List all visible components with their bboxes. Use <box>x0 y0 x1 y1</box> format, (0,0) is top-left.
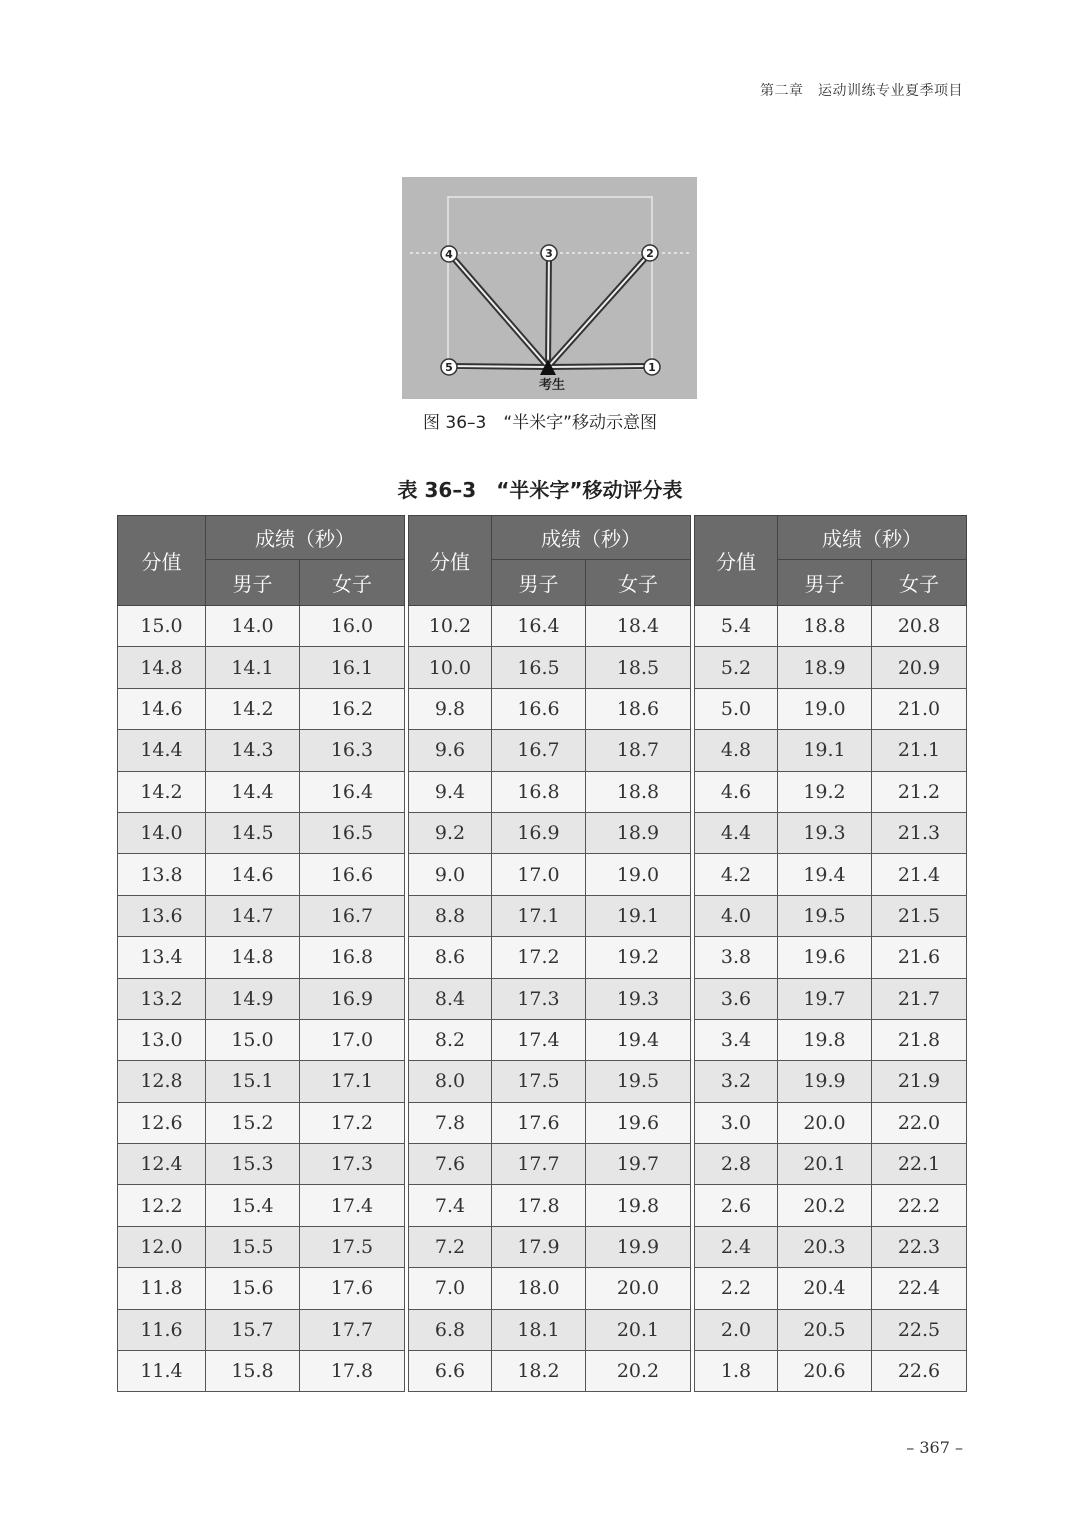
cell-score: 3.4 <box>695 1019 778 1060</box>
cell-score: 8.6 <box>409 937 492 978</box>
table-row <box>409 812 691 853</box>
cell-score: 3.8 <box>695 937 778 978</box>
cell-score: 7.8 <box>409 1102 492 1143</box>
cell-score: 14.8 <box>118 647 206 688</box>
cell-score: 7.4 <box>409 1185 492 1226</box>
cell-male-time: 16.9 <box>492 812 586 853</box>
table-row <box>695 1185 967 1226</box>
cell-male-time: 19.3 <box>778 812 872 853</box>
cell-male-time: 17.1 <box>492 895 586 936</box>
table-row <box>118 895 405 936</box>
cell-male-time: 15.8 <box>206 1351 300 1392</box>
table-row <box>695 1351 967 1392</box>
cell-score: 13.2 <box>118 978 206 1019</box>
cell-male-time: 20.1 <box>778 1144 872 1185</box>
header-score: 分值 <box>118 516 206 606</box>
cell-female-time: 16.3 <box>300 730 405 771</box>
table-row <box>118 1226 405 1267</box>
cell-female-time: 20.9 <box>872 647 967 688</box>
cell-male-time: 17.9 <box>492 1226 586 1267</box>
cell-female-time: 18.5 <box>586 647 691 688</box>
score-table-3 <box>694 515 967 1392</box>
cell-male-time: 17.7 <box>492 1144 586 1185</box>
cell-score: 7.0 <box>409 1268 492 1309</box>
cell-score: 4.4 <box>695 812 778 853</box>
table-row <box>409 606 691 647</box>
cell-female-time: 19.2 <box>586 937 691 978</box>
table-row <box>695 812 967 853</box>
cell-score: 4.2 <box>695 854 778 895</box>
cell-female-time: 22.1 <box>872 1144 967 1185</box>
table-row <box>118 730 405 771</box>
cell-male-time: 15.5 <box>206 1226 300 1267</box>
cell-female-time: 17.7 <box>300 1309 405 1350</box>
table-row <box>409 937 691 978</box>
table-row <box>118 606 405 647</box>
header-female: 女子 <box>872 560 967 606</box>
cell-score: 10.2 <box>409 606 492 647</box>
cell-male-time: 17.2 <box>492 937 586 978</box>
score-table-2 <box>408 515 691 1392</box>
table-row <box>118 1102 405 1143</box>
cell-male-time: 16.8 <box>492 771 586 812</box>
cell-female-time: 16.8 <box>300 937 405 978</box>
cell-male-time: 18.0 <box>492 1268 586 1309</box>
table-row <box>409 978 691 1019</box>
cell-male-time: 14.5 <box>206 812 300 853</box>
svg-text:2: 2 <box>646 247 654 260</box>
cell-male-time: 20.4 <box>778 1268 872 1309</box>
marker-2 <box>642 245 658 261</box>
cell-score: 11.6 <box>118 1309 206 1350</box>
cell-score: 3.2 <box>695 1061 778 1102</box>
movement-diagram <box>402 177 697 399</box>
cell-female-time: 16.6 <box>300 854 405 895</box>
cell-score: 1.8 <box>695 1351 778 1392</box>
cell-score: 11.4 <box>118 1351 206 1392</box>
cell-female-time: 19.6 <box>586 1102 691 1143</box>
cell-score: 3.0 <box>695 1102 778 1143</box>
cell-score: 5.4 <box>695 606 778 647</box>
cell-score: 2.8 <box>695 1144 778 1185</box>
cell-male-time: 14.1 <box>206 647 300 688</box>
cell-male-time: 14.3 <box>206 730 300 771</box>
cell-female-time: 20.8 <box>872 606 967 647</box>
start-label: 考生 <box>538 378 566 393</box>
table-row <box>409 647 691 688</box>
cell-female-time: 16.9 <box>300 978 405 1019</box>
header-result: 成绩（秒） <box>206 516 405 560</box>
cell-female-time: 19.0 <box>586 854 691 895</box>
cell-score: 6.6 <box>409 1351 492 1392</box>
cell-female-time: 21.1 <box>872 730 967 771</box>
marker-4 <box>441 246 457 262</box>
header-female: 女子 <box>300 560 405 606</box>
table-row <box>118 1144 405 1185</box>
cell-female-time: 22.4 <box>872 1268 967 1309</box>
cell-female-time: 20.0 <box>586 1268 691 1309</box>
cell-female-time: 19.5 <box>586 1061 691 1102</box>
table-row <box>695 854 967 895</box>
table-row <box>695 1061 967 1102</box>
cell-score: 12.4 <box>118 1144 206 1185</box>
table-row <box>695 937 967 978</box>
cell-score: 14.2 <box>118 771 206 812</box>
cell-male-time: 20.2 <box>778 1185 872 1226</box>
table-row <box>409 1268 691 1309</box>
cell-male-time: 20.0 <box>778 1102 872 1143</box>
cell-female-time: 21.5 <box>872 895 967 936</box>
table-row <box>118 647 405 688</box>
cell-score: 5.0 <box>695 688 778 729</box>
header-result: 成绩（秒） <box>778 516 967 560</box>
header-male: 男子 <box>778 560 872 606</box>
cell-female-time: 17.1 <box>300 1061 405 1102</box>
table-row <box>695 895 967 936</box>
cell-female-time: 16.0 <box>300 606 405 647</box>
svg-text:4: 4 <box>445 248 453 261</box>
table-row <box>409 1102 691 1143</box>
table-row <box>695 730 967 771</box>
cell-female-time: 20.2 <box>586 1351 691 1392</box>
cell-male-time: 14.2 <box>206 688 300 729</box>
cell-female-time: 19.3 <box>586 978 691 1019</box>
cell-score: 7.6 <box>409 1144 492 1185</box>
cell-score: 6.8 <box>409 1309 492 1350</box>
cell-male-time: 19.4 <box>778 854 872 895</box>
cell-male-time: 18.8 <box>778 606 872 647</box>
cell-score: 2.0 <box>695 1309 778 1350</box>
cell-male-time: 19.6 <box>778 937 872 978</box>
cell-female-time: 21.4 <box>872 854 967 895</box>
svg-text:5: 5 <box>445 361 453 374</box>
table-row <box>409 1185 691 1226</box>
cell-female-time: 19.9 <box>586 1226 691 1267</box>
table-row <box>409 854 691 895</box>
table-row <box>409 1019 691 1060</box>
cell-score: 12.0 <box>118 1226 206 1267</box>
cell-score: 10.0 <box>409 647 492 688</box>
cell-score: 8.0 <box>409 1061 492 1102</box>
cell-male-time: 15.2 <box>206 1102 300 1143</box>
cell-female-time: 17.3 <box>300 1144 405 1185</box>
cell-score: 11.8 <box>118 1268 206 1309</box>
table-row <box>695 771 967 812</box>
cell-female-time: 21.9 <box>872 1061 967 1102</box>
cell-male-time: 15.0 <box>206 1019 300 1060</box>
cell-female-time: 16.5 <box>300 812 405 853</box>
table-row <box>118 688 405 729</box>
table-row <box>118 1351 405 1392</box>
marker-1 <box>644 359 660 375</box>
cell-male-time: 15.7 <box>206 1309 300 1350</box>
cell-female-time: 17.0 <box>300 1019 405 1060</box>
cell-score: 13.6 <box>118 895 206 936</box>
cell-male-time: 17.6 <box>492 1102 586 1143</box>
cell-score: 15.0 <box>118 606 206 647</box>
cell-score: 4.8 <box>695 730 778 771</box>
table-row <box>118 1309 405 1350</box>
cell-score: 13.4 <box>118 937 206 978</box>
table-row <box>409 1309 691 1350</box>
table-row <box>118 854 405 895</box>
cell-female-time: 17.6 <box>300 1268 405 1309</box>
table-row <box>409 730 691 771</box>
header-male: 男子 <box>206 560 300 606</box>
cell-male-time: 15.6 <box>206 1268 300 1309</box>
header-female: 女子 <box>586 560 691 606</box>
table-row <box>118 978 405 1019</box>
cell-male-time: 19.2 <box>778 771 872 812</box>
svg-text:1: 1 <box>648 361 656 374</box>
running-head: 第二章 运动训练专业夏季项目 <box>760 83 963 99</box>
table-row <box>409 688 691 729</box>
table-title: 表 36–3 “半米字”移动评分表 <box>397 478 683 502</box>
cell-female-time: 22.3 <box>872 1226 967 1267</box>
cell-male-time: 15.3 <box>206 1144 300 1185</box>
cell-male-time: 18.1 <box>492 1309 586 1350</box>
cell-female-time: 21.0 <box>872 688 967 729</box>
movement-diagram-svg <box>402 177 697 399</box>
cell-female-time: 22.2 <box>872 1185 967 1226</box>
table-row <box>118 812 405 853</box>
cell-male-time: 14.4 <box>206 771 300 812</box>
cell-female-time: 17.2 <box>300 1102 405 1143</box>
cell-score: 2.2 <box>695 1268 778 1309</box>
cell-female-time: 18.6 <box>586 688 691 729</box>
cell-score: 7.2 <box>409 1226 492 1267</box>
cell-score: 13.8 <box>118 854 206 895</box>
table-row <box>409 1144 691 1185</box>
cell-score: 4.6 <box>695 771 778 812</box>
table-row <box>409 1226 691 1267</box>
table-row <box>695 1309 967 1350</box>
table-row <box>695 978 967 1019</box>
cell-male-time: 16.6 <box>492 688 586 729</box>
cell-female-time: 19.4 <box>586 1019 691 1060</box>
cell-female-time: 19.7 <box>586 1144 691 1185</box>
cell-male-time: 19.8 <box>778 1019 872 1060</box>
cell-score: 9.0 <box>409 854 492 895</box>
cell-male-time: 19.1 <box>778 730 872 771</box>
cell-score: 4.0 <box>695 895 778 936</box>
cell-female-time: 19.8 <box>586 1185 691 1226</box>
cell-male-time: 18.2 <box>492 1351 586 1392</box>
cell-male-time: 18.9 <box>778 647 872 688</box>
cell-score: 2.4 <box>695 1226 778 1267</box>
cell-male-time: 14.6 <box>206 854 300 895</box>
header-score: 分值 <box>409 516 492 606</box>
table-row <box>409 771 691 812</box>
table-row <box>118 1268 405 1309</box>
cell-male-time: 17.8 <box>492 1185 586 1226</box>
cell-male-time: 17.3 <box>492 978 586 1019</box>
cell-male-time: 19.7 <box>778 978 872 1019</box>
cell-female-time: 20.1 <box>586 1309 691 1350</box>
cell-score: 12.2 <box>118 1185 206 1226</box>
svg-text:3: 3 <box>545 247 553 260</box>
cell-score: 9.2 <box>409 812 492 853</box>
table-row <box>118 1019 405 1060</box>
cell-female-time: 17.5 <box>300 1226 405 1267</box>
table-row <box>118 1061 405 1102</box>
cell-female-time: 17.8 <box>300 1351 405 1392</box>
cell-score: 9.6 <box>409 730 492 771</box>
table-row <box>695 647 967 688</box>
cell-score: 14.6 <box>118 688 206 729</box>
cell-female-time: 18.9 <box>586 812 691 853</box>
header-male: 男子 <box>492 560 586 606</box>
cell-male-time: 16.4 <box>492 606 586 647</box>
cell-female-time: 21.3 <box>872 812 967 853</box>
cell-male-time: 19.5 <box>778 895 872 936</box>
table-row <box>695 1102 967 1143</box>
cell-female-time: 18.8 <box>586 771 691 812</box>
cell-female-time: 21.8 <box>872 1019 967 1060</box>
cell-score: 8.8 <box>409 895 492 936</box>
cell-female-time: 18.4 <box>586 606 691 647</box>
cell-male-time: 14.9 <box>206 978 300 1019</box>
cell-female-time: 16.7 <box>300 895 405 936</box>
table-row <box>695 688 967 729</box>
cell-female-time: 22.6 <box>872 1351 967 1392</box>
cell-female-time: 21.7 <box>872 978 967 1019</box>
table-row <box>409 1061 691 1102</box>
marker-3 <box>541 245 557 261</box>
cell-score: 8.4 <box>409 978 492 1019</box>
cell-score: 8.2 <box>409 1019 492 1060</box>
table-row <box>695 1019 967 1060</box>
table-row <box>409 895 691 936</box>
cell-score: 5.2 <box>695 647 778 688</box>
cell-male-time: 19.0 <box>778 688 872 729</box>
cell-female-time: 22.5 <box>872 1309 967 1350</box>
page-number: – 367 – <box>906 1438 963 1457</box>
table-row <box>695 606 967 647</box>
cell-male-time: 16.5 <box>492 647 586 688</box>
table-row <box>118 937 405 978</box>
cell-female-time: 21.2 <box>872 771 967 812</box>
cell-score: 2.6 <box>695 1185 778 1226</box>
table-row <box>118 771 405 812</box>
marker-5 <box>441 359 457 375</box>
cell-score: 9.8 <box>409 688 492 729</box>
cell-female-time: 21.6 <box>872 937 967 978</box>
table-row <box>409 1351 691 1392</box>
cell-female-time: 22.0 <box>872 1102 967 1143</box>
cell-male-time: 16.7 <box>492 730 586 771</box>
figure-caption: 图 36–3 “半米字”移动示意图 <box>423 413 657 433</box>
header-result: 成绩（秒） <box>492 516 691 560</box>
cell-score: 14.0 <box>118 812 206 853</box>
cell-male-time: 19.9 <box>778 1061 872 1102</box>
cell-male-time: 17.0 <box>492 854 586 895</box>
table-row <box>695 1144 967 1185</box>
cell-score: 12.8 <box>118 1061 206 1102</box>
table-row <box>695 1226 967 1267</box>
cell-male-time: 15.1 <box>206 1061 300 1102</box>
cell-female-time: 16.4 <box>300 771 405 812</box>
cell-score: 13.0 <box>118 1019 206 1060</box>
cell-male-time: 17.4 <box>492 1019 586 1060</box>
cell-female-time: 17.4 <box>300 1185 405 1226</box>
header-score: 分值 <box>695 516 778 606</box>
cell-male-time: 17.5 <box>492 1061 586 1102</box>
cell-score: 14.4 <box>118 730 206 771</box>
cell-female-time: 16.2 <box>300 688 405 729</box>
cell-female-time: 16.1 <box>300 647 405 688</box>
cell-male-time: 20.3 <box>778 1226 872 1267</box>
score-table-1 <box>117 515 405 1392</box>
cell-score: 3.6 <box>695 978 778 1019</box>
cell-male-time: 14.7 <box>206 895 300 936</box>
cell-score: 12.6 <box>118 1102 206 1143</box>
cell-female-time: 18.7 <box>586 730 691 771</box>
table-row <box>118 1185 405 1226</box>
cell-score: 9.4 <box>409 771 492 812</box>
cell-female-time: 19.1 <box>586 895 691 936</box>
cell-male-time: 20.5 <box>778 1309 872 1350</box>
cell-male-time: 20.6 <box>778 1351 872 1392</box>
cell-male-time: 14.8 <box>206 937 300 978</box>
cell-male-time: 15.4 <box>206 1185 300 1226</box>
table-row <box>695 1268 967 1309</box>
cell-male-time: 14.0 <box>206 606 300 647</box>
